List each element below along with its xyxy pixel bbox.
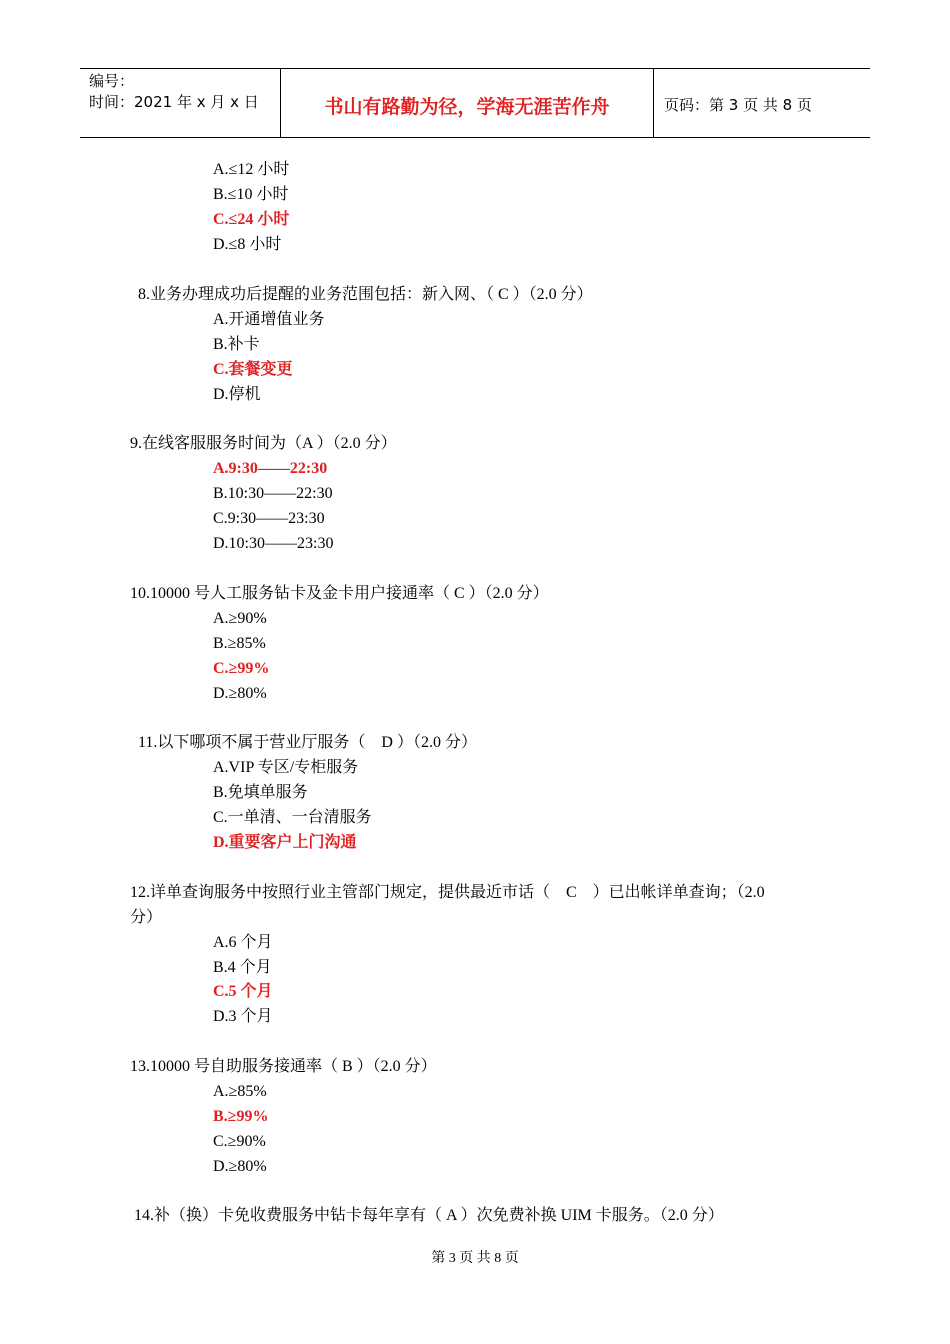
question-13: 13.10000 号自助服务接通率（ B ）（2.0 分） xyxy=(130,1058,437,1075)
q7-option-a: A.≤12 小时 xyxy=(213,161,290,178)
q8-option-c-answer: C.套餐变更 xyxy=(213,361,293,378)
number-label: 编号： xyxy=(89,72,135,90)
question-9: 9.在线客服服务时间为（A ）（2.0 分） xyxy=(130,435,397,452)
q12-option-a: A.6 个月 xyxy=(213,934,273,951)
q13-option-b-answer: B.≥99% xyxy=(213,1108,269,1125)
q9-option-b: B.10:30——22:30 xyxy=(213,485,333,502)
q13-option-d: D.≥80% xyxy=(213,1158,267,1175)
q7-option-b: B.≤10 小时 xyxy=(213,186,289,203)
q11-option-a: A.VIP 专区/专柜服务 xyxy=(213,759,359,776)
q11-option-d-answer: D.重要客户上门沟通 xyxy=(213,834,357,851)
question-14: 14.补（换）卡免收费服务中钻卡每年享有（ A ）次免费补换 UIM 卡服务。（2.0 分） xyxy=(134,1207,724,1224)
q7-option-d: D.≤8 小时 xyxy=(213,236,282,253)
q8-option-a: A.开通增值业务 xyxy=(213,311,325,328)
q12-option-d: D.3 个月 xyxy=(213,1008,273,1025)
q10-option-a: A.≥90% xyxy=(213,610,267,627)
question-11: 11.以下哪项不属于营业厅服务（ D ）（2.0 分） xyxy=(138,734,477,751)
q8-option-b: B.补卡 xyxy=(213,336,260,353)
question-8: 8.业务办理成功后提醒的业务范围包括：新入网、（ C ）（2.0 分） xyxy=(138,286,593,303)
page-footer: 第 3 页 共 8 页 xyxy=(431,1251,519,1266)
q12-option-c-answer: C.5 个月 xyxy=(213,983,273,1000)
q12-option-b: B.4 个月 xyxy=(213,959,272,976)
header-page-info: 页码：第 3 页 共 8 页 xyxy=(664,95,812,114)
q10-option-b: B.≥85% xyxy=(213,635,266,652)
q9-option-a-answer: A.9:30——22:30 xyxy=(213,460,328,477)
question-10: 10.10000 号人工服务钻卡及金卡用户接通率（ C ）（2.0 分） xyxy=(130,585,549,602)
q8-option-d: D.停机 xyxy=(213,386,261,403)
q13-option-a: A.≥85% xyxy=(213,1083,267,1100)
q13-option-c: C.≥90% xyxy=(213,1133,266,1150)
question-12-line2: 分） xyxy=(130,909,163,926)
q9-option-d: D.10:30——23:30 xyxy=(213,535,334,552)
q9-option-c: C.9:30——23:30 xyxy=(213,510,325,527)
q7-option-c-answer: C.≤24 小时 xyxy=(213,211,290,228)
header-meta xyxy=(80,69,281,137)
q10-option-c-answer: C.≥99% xyxy=(213,660,270,677)
time-label: 时间：2021 年 x 月 x 日 xyxy=(89,93,259,111)
header-motto: 书山有路勤为径，学海无涯苦作舟 xyxy=(281,69,654,137)
question-12-line1: 12.详单查询服务中按照行业主管部门规定，提供最近市话（ C ）已出帐详单查询；（2.0 xyxy=(130,884,765,901)
q10-option-d: D.≥80% xyxy=(213,685,267,702)
q11-option-b: B.免填单服务 xyxy=(213,784,308,801)
q11-option-c: C.一单清、一台清服务 xyxy=(213,809,372,826)
page-header xyxy=(80,68,870,138)
